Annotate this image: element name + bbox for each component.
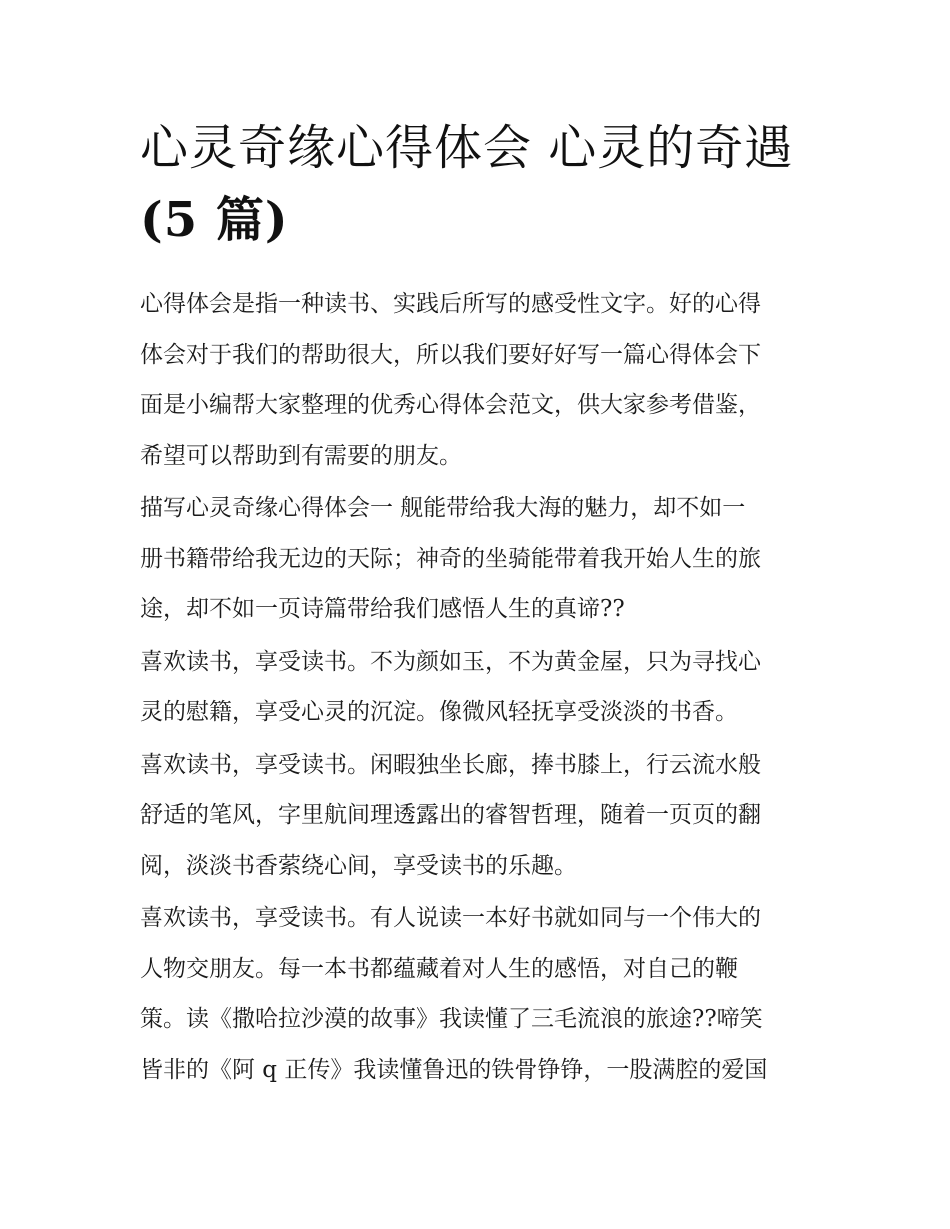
paragraph-intro [140, 279, 830, 481]
text-line: 舒适的笔风，字里航间理透露出的睿智哲理，随着一页页的翻 [140, 802, 761, 828]
title-line-2: (5 篇) [140, 192, 289, 248]
text-line: 喜欢读书，享受读书。有人说读一本好书就如同与一个伟大的 [140, 905, 761, 931]
document-body [140, 279, 830, 1097]
text-line: 途，却不如一页诗篇带给我们感悟人生的真谛?? [140, 596, 625, 622]
paragraph-2 [140, 637, 830, 738]
text-line: 灵的慰籍，享受心灵的沉淀。像微风轻抚享受淡淡的书香。 [140, 699, 738, 725]
text-line: 希望可以帮助到有需要的朋友。 [140, 442, 462, 469]
text-line: 人物交朋友。每一本书都蕴藏着对人生的感悟，对自己的鞭 [140, 955, 738, 982]
paragraph-4 [140, 893, 830, 1095]
text-line: 心得体会是指一种读书、实践后所写的感受性文字。好的心得 [140, 291, 761, 317]
text-line: 喜欢读书，享受读书。不为颜如玉，不为黄金屋，只为寻找心 [140, 648, 761, 675]
text-line: 体会对于我们的帮助很大，所以我们要好好写一篇心得体会下 [140, 341, 761, 368]
text-line: 阅，淡淡书香萦绕心间，享受读书的乐趣。 [140, 852, 577, 879]
paragraph-1 [140, 483, 830, 635]
title-line-1: 心灵奇缘心得体会 心灵的奇遇 [140, 120, 794, 176]
paragraph-3 [140, 740, 830, 892]
text-line: 皆非的《阿 q 正传》我读懂鲁迅的铁骨铮铮，一股满腔的爱国 [140, 1056, 768, 1083]
text-line: 册书籍带给我无边的天际；神奇的坐骑能带着我开始人生的旅 [140, 545, 761, 572]
text-line: 喜欢读书，享受读书。闲暇独坐长廊，捧书膝上，行云流水般 [140, 751, 761, 778]
text-line: 面是小编帮大家整理的优秀心得体会范文，供大家参考借鉴， [140, 392, 761, 418]
text-line: 策。读《撒哈拉沙漠的故事》我读懂了三毛流浪的旅途??啼笑 [140, 1006, 763, 1032]
text-line: 描写心灵奇缘心得体会一 舰能带给我大海的魅力，却不如一 [140, 495, 746, 521]
document-title [140, 112, 820, 256]
